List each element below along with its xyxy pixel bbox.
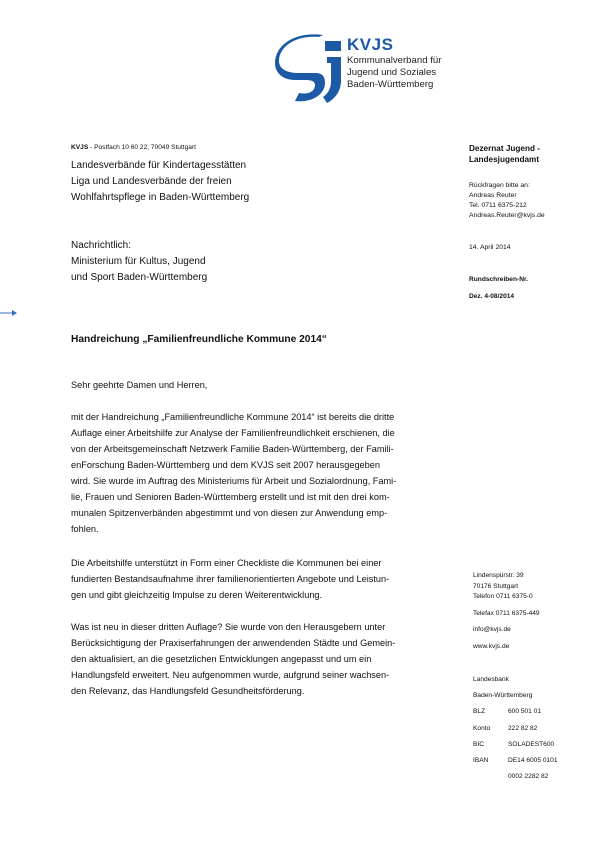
bank-row: [473, 753, 558, 769]
kvjs-logo-icon: [275, 33, 345, 105]
footer-fax: Telefax 0711 6375-449: [473, 609, 540, 617]
sender-org: KVJS: [71, 144, 89, 151]
bank-row-key: BLZ: [473, 708, 486, 716]
bank-row-value: 0002 2282 82: [508, 773, 549, 781]
department-line: Dezernat Jugend -: [469, 144, 540, 153]
bank-row: [473, 737, 558, 753]
circular-label: Rundschreiben-Nr.: [469, 276, 528, 283]
logo-brand: KVJS: [347, 35, 394, 54]
bank-details: [473, 672, 558, 785]
cc-block: [71, 238, 207, 286]
bank-row-value: 600 501 01: [508, 708, 542, 716]
contact-name: Andreas Reuter: [469, 192, 517, 199]
salutation: Sehr geehrte Damen und Herren,: [71, 380, 208, 390]
department: [469, 143, 540, 165]
fold-mark-arrow-icon: [0, 309, 18, 317]
bank-name-line: Landesbank: [473, 676, 509, 683]
footer-city: 70176 Stuttgart: [473, 582, 519, 590]
circular-number: Dez. 4-08/2014: [469, 293, 515, 300]
bank-row: [473, 704, 558, 720]
recipient-line: Landesverbände für Kindertagesstätten: [71, 160, 247, 171]
contact-phone: Tel. 0711 6375-212: [469, 202, 527, 209]
footer-web[interactable]: www.kvjs.de: [473, 642, 510, 650]
circular-block: [469, 273, 528, 304]
department-line: Landesjugendamt: [469, 155, 540, 164]
bank-row-key: BIC: [473, 740, 484, 748]
bank-row-value: DE14 6005 0101: [508, 757, 558, 765]
kvjs-logo: [275, 33, 575, 113]
footer-street: Lindenspürstr. 39: [473, 572, 524, 579]
footer-address-block: [473, 571, 540, 653]
logo-subtitle-1: Kommunalverband für: [347, 55, 442, 66]
sender-line: [71, 143, 196, 152]
contact-block: [469, 181, 545, 221]
body-paragraph-1: mit der Handreichung „Familienfreundliche Kommune 2014“ ist bereits die dritte Auflage einer Arbeitshilfe zur Analyse der Familienfreundlichkeit erschienen, die von der Arbeitsgemeinschaft Netzwerk Familie Baden-Württemberg, der Famili- enForschung Baden-Württemberg und dem KVJS seit 2007 herausgegeben wird. Sie wurde im Auftrag des Ministeriums für Arbeit und Sozialordnung, Fami- lie, Frauen und Senioren Baden-Württemberg erstellt und ist mit den drei kom- munalen Spitzenverbänden abgestimmt und von diesen zur Anwendung emp- fohlen.: [71, 412, 397, 534]
bank-row-key: [473, 769, 508, 785]
bank-row-value: SOLADEST600: [508, 740, 555, 748]
cc-line: Ministerium für Kultus, Jugend: [71, 256, 206, 267]
footer-phone: Telefon 0711 6375-0: [473, 593, 533, 601]
cc-label: Nachrichtlich:: [71, 240, 132, 251]
footer-email[interactable]: info@kvjs.de: [473, 626, 511, 634]
bank-row-value: 222 82 82: [508, 724, 538, 732]
bank-row-key: IBAN: [473, 757, 489, 765]
body-paragraph-3: Was ist neu in dieser dritten Auflage? Sie wurde von den Herausgebern unter Berücksichtigung der Praxiserfahrungen der anwendenden Städte und Gemein- den aktualisiert, an die gesetzlichen Entwicklungen angepasst und um ein Handlungsfeld erweitert. Neu aufgenommen wurde, aufgrund seiner wachsen- den Relevanz, das Handlungsfeld Gesundheitsförderung.: [71, 622, 396, 696]
logo-subtitle-2: Jugend und Soziales: [347, 67, 437, 78]
recipient-line: Liga und Landesverbände der freien: [71, 176, 232, 187]
bank-row: [473, 769, 558, 785]
letter-subject: Handreichung „Familienfreundliche Kommune 2014“: [71, 334, 327, 345]
sender-address: - Postfach 10 60 22, 70049 Stuttgart: [88, 144, 197, 151]
contact-label: Rückfragen bitte an:: [469, 182, 530, 189]
contact-email[interactable]: Andreas.Reuter@kvjs.de: [469, 212, 545, 219]
body-paragraph-2: Die Arbeitshilfe unterstützt in Form einer Checkliste die Kommunen bei einer fundierten Bestandsaufnahme ihrer familienorientierten Angebote und Leistun- gen und gibt gleichzeitig Impulse zu deren Weiterentwicklung.: [71, 558, 390, 600]
bank-name-line: Baden-Württemberg: [473, 692, 533, 700]
recipient-block: [71, 158, 249, 206]
logo-subtitle-3: Baden-Württemberg: [347, 79, 434, 90]
cc-line: und Sport Baden-Württemberg: [71, 272, 208, 283]
recipient-line: Wohlfahrtspflege in Baden-Württemberg: [71, 192, 250, 203]
bank-row: [473, 721, 558, 737]
letter-date: 14. April 2014: [469, 244, 511, 251]
bank-row-key: Konto: [473, 724, 491, 732]
